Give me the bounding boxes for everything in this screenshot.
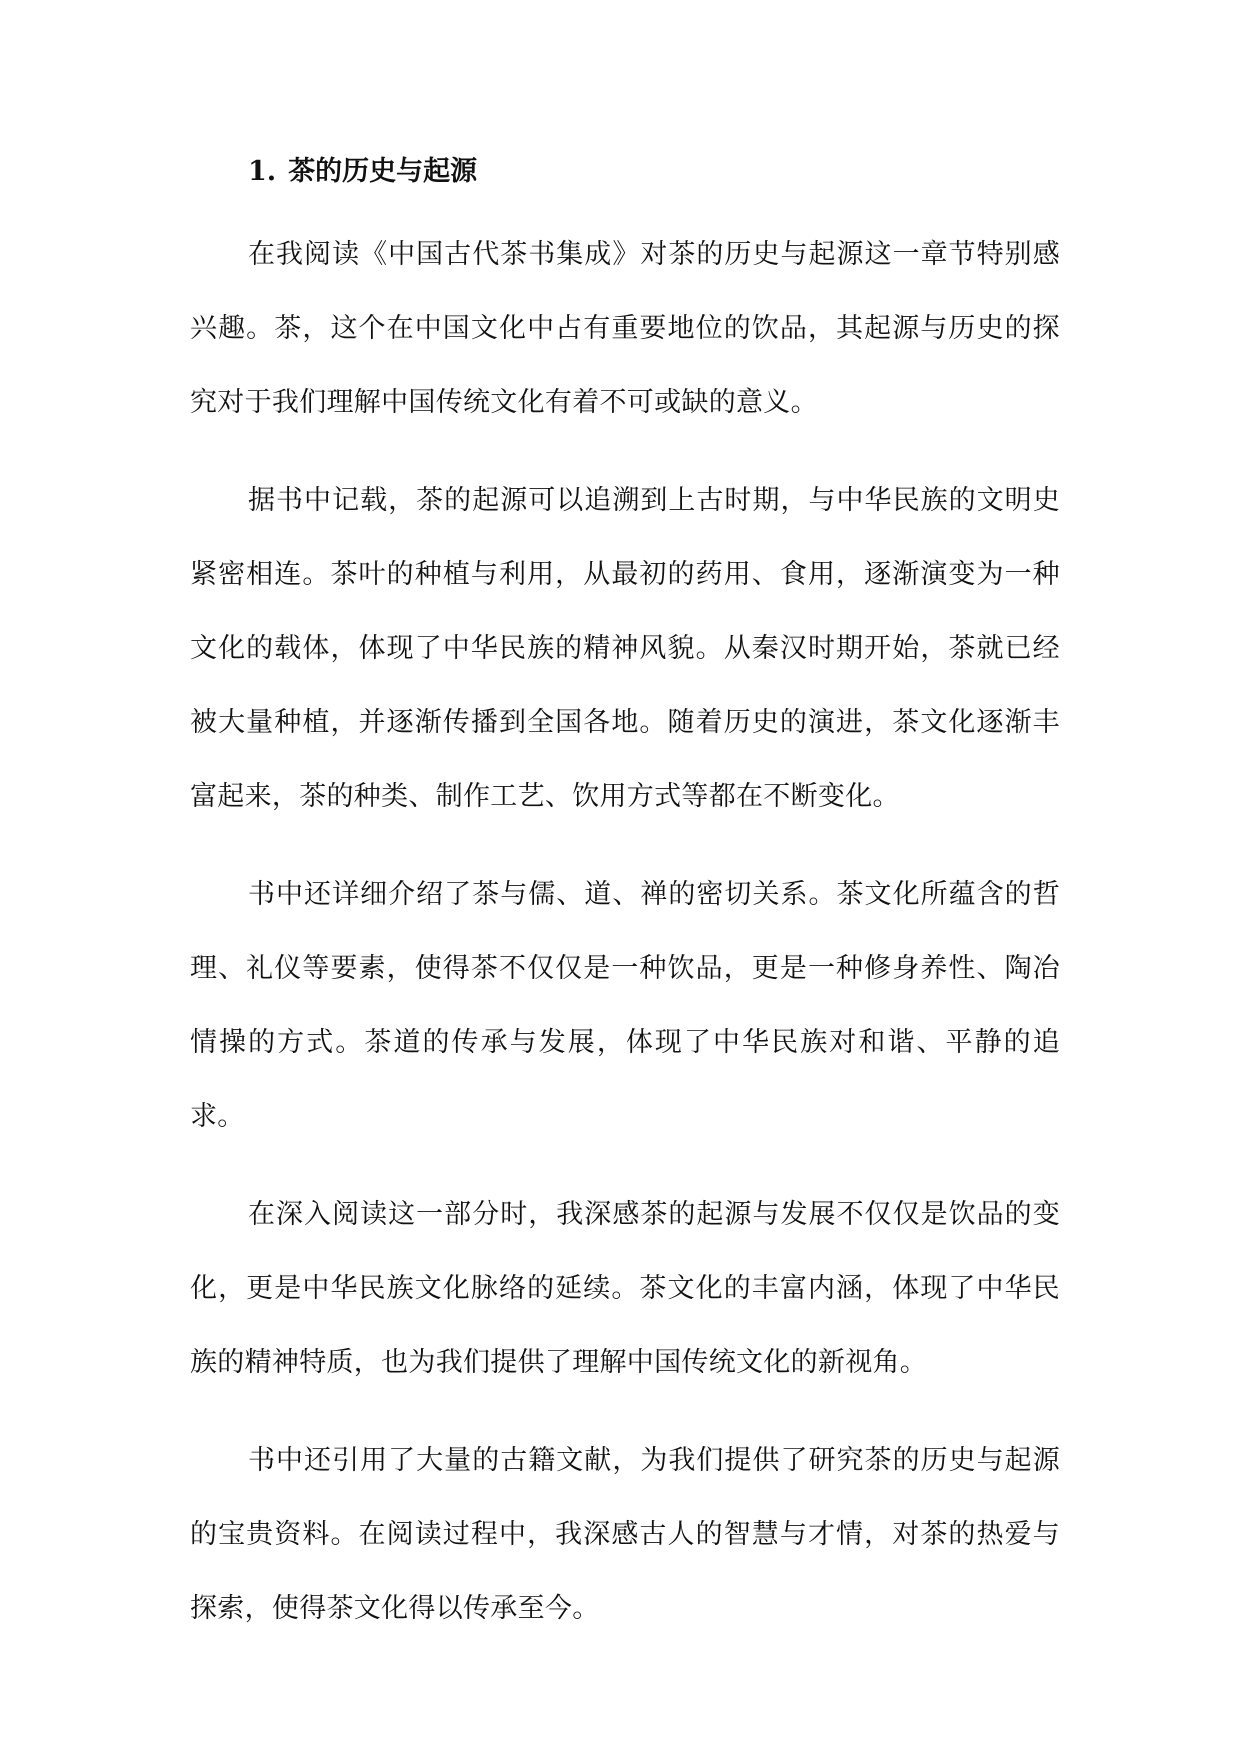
paragraph-5: 书中还引用了大量的古籍文献，为我们提供了研究茶的历史与起源的宝贵资料。在阅读过程中，我深感古人的智慧与才情，对茶的热爱与探索，使得茶文化得以传承至今。 (190, 1445, 1060, 1624)
paragraph-2: 据书中记载，茶的起源可以追溯到上古时期，与中华民族的文明史紧密相连。茶叶的种植与利用，从最初的药用、食用，逐渐演变为一种文化的载体，体现了中华民族的精神风貌。从秦汉时期开始，茶就已经被大量种植，并逐渐传播到全国各地。随着历史的演进，茶文化逐渐丰富起来，茶的种类、制作工艺、饮用方式等都在不断变化。 (190, 485, 1060, 812)
paragraph-1: 在我阅读《中国古代茶书集成》对茶的历史与起源这一章节特别感兴趣。茶，这个在中国文化中占有重要地位的饮品，其起源与历史的探究对于我们理解中国传统文化有着不可或缺的意义。 (190, 239, 1060, 418)
section-title: 茶的历史与起源 (288, 156, 478, 187)
paragraph-4: 在深入阅读这一部分时，我深感茶的起源与发展不仅仅是饮品的变化，更是中华民族文化脉络的延续。茶文化的丰富内涵，体现了中华民族的精神特质，也为我们提供了理解中国传统文化的新视角。 (190, 1199, 1060, 1378)
section-number: 1. (248, 156, 277, 187)
section-heading (248, 150, 1060, 194)
document-body (190, 150, 1060, 1646)
paragraph-3: 书中还详细介绍了茶与儒、道、禅的密切关系。茶文化所蕴含的哲理、礼仪等要素，使得茶不仅仅是一种饮品，更是一种修身养性、陶冶情操的方式。茶道的传承与发展，体现了中华民族对和谐、平静的追求。 (190, 879, 1060, 1132)
